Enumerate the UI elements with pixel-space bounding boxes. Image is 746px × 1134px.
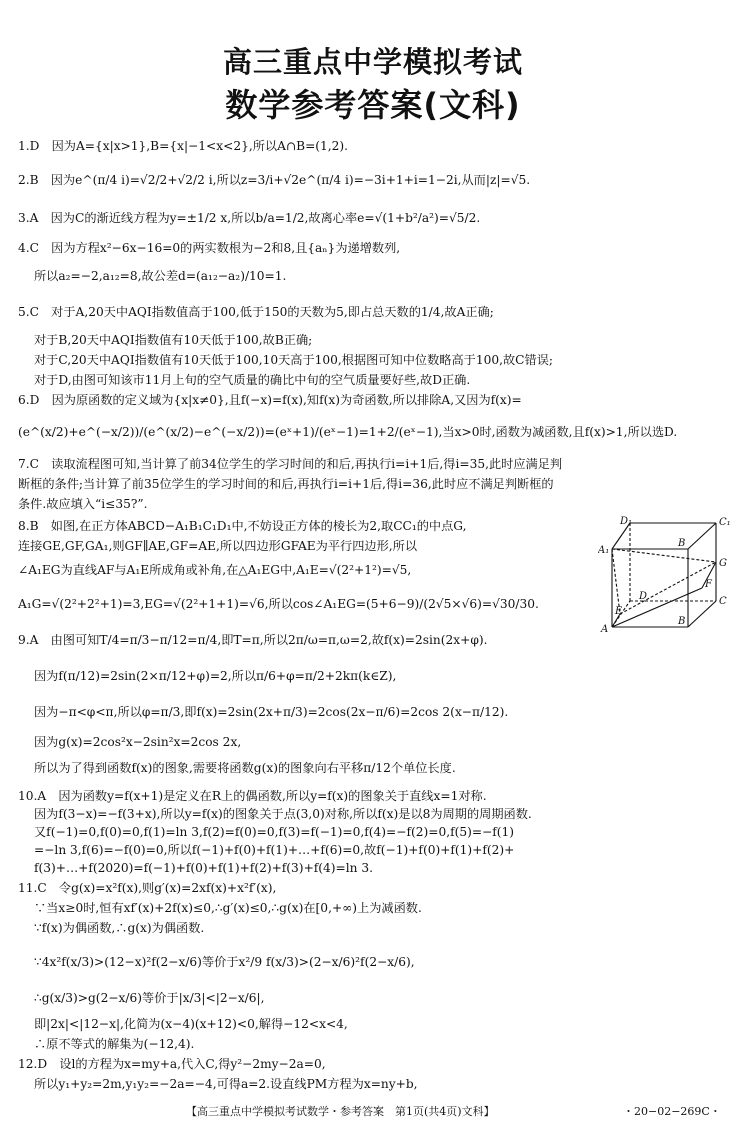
answer-line: 连接GE,GF,GA₁,则GF∥AE,GF=AE,所以四边形GFAE为平行四边形,所以 xyxy=(18,539,418,553)
answer-line: 8.B 如图,在正方体ABCD−A₁B₁C₁D₁中,不妨设正方体的棱长为2,取CC₁的中点G, xyxy=(18,519,467,533)
label-a: A xyxy=(601,624,609,635)
answer-line: 对于B,20天中AQI指数值有10天低于100,故B正确; xyxy=(34,333,313,347)
answer-line: f(3)+…+f(2020)=f(−1)+f(0)+f(1)+f(2)+f(3)+f(4)=ln 3. xyxy=(34,861,374,875)
answer-line: 所以a₂=−2,a₁₂=8,故公差d=(a₁₂−a₂)/10=1. xyxy=(34,269,287,283)
answer-line: ∠A₁EG为直线AF与A₁E所成角或补角,在△A₁EG中,A₁E=√(2²+1²)=√5, xyxy=(18,563,412,577)
answer-line: 7.C 读取流程图可知,当计算了前34位学生的学习时间的和后,再执行i=i+1后,得i=35,此时应满足判 xyxy=(18,457,563,471)
answer-line: 所以y₁+y₂=2m,y₁y₂=−2a=−4,可得a=2.设直线PM方程为x=ny+b, xyxy=(34,1077,418,1091)
answer-line: 9.A 由图可知T/4=π/3−π/12=π/4,即T=π,所以2π/ω=π,ω=2,故f(x)=2sin(2x+φ). xyxy=(18,633,488,647)
answer-line: ∵4x²f(x/3)>(12−x)²f(2−x/6)等价于x²/9 f(x/3)>(2−x/6)²f(2−x/6), xyxy=(34,955,415,969)
label-c1: C₁ xyxy=(719,517,731,528)
page-subtitle: 数学参考答案(文科) xyxy=(225,86,521,124)
seg-a1g xyxy=(612,549,716,562)
answer-line: 因为f(π/12)=2sin(2×π/12+φ)=2,所以π/6+φ=π/2+2kπ(k∈Z), xyxy=(34,669,397,683)
seg-a1e xyxy=(612,549,620,614)
answer-line: 因为f(3−x)=−f(3+x),所以y=f(x)的图象关于点(3,0)对称,所以f(x)是以8为周期的周期函数. xyxy=(34,807,532,821)
answer-line: 即|2x|<|12−x|,化简为(x−4)(x+12)<0,解得−12<x<4, xyxy=(34,1017,348,1031)
answer-line: =−ln 3,f(6)=−f(0)=0,所以f(−1)+f(0)+f(1)+…+f(6)=0,故f(−1)+f(0)+f(1)+f(2)+ xyxy=(34,843,515,857)
edge-bc xyxy=(688,601,716,627)
answer-line: 3.A 因为C的渐近线方程为y=±1/2 x,所以b/a=1/2,故离心率e=√(1+b²/a²)=√5/2. xyxy=(18,211,481,225)
answer-line: 又f(−1)=0,f(0)=0,f(1)=ln 3,f(2)=f(0)=0,f(3)=f(−1)=0,f(4)=−f(2)=0,f(5)=−f(1) xyxy=(34,825,515,839)
answer-line: 因为g(x)=2cos²x−2sin²x=2cos 2x, xyxy=(34,735,242,749)
footer-right: ・20−02−269C・ xyxy=(623,1105,721,1118)
footer-left: 【高三重点中学模拟考试数学・参考答案 第1页(共4页)文科】 xyxy=(186,1105,495,1118)
label-b1: B xyxy=(678,538,686,549)
answer-line: 11.C 令g(x)=x²f(x),则g′(x)=2xf(x)+x²f′(x), xyxy=(18,881,277,895)
cube-figure xyxy=(598,515,733,635)
label-d1: D₁ xyxy=(620,516,633,527)
answer-line: ∴g(x/3)>g(2−x/6)等价于|x/3|<|2−x/6|, xyxy=(34,991,265,1005)
answer-line: 5.C 对于A,20天中AQI指数值高于100,低于150的天数为5,即占总天数的1/4,故A正确; xyxy=(18,305,494,319)
answer-line: 1.D 因为A={x|x>1},B={x|−1<x<2},所以A∩B=(1,2). xyxy=(18,139,349,153)
answer-line: ∴原不等式的解集为(−12,4). xyxy=(34,1037,195,1051)
answer-line: 因为−π<φ<π,所以φ=π/3,即f(x)=2sin(2x+π/3)=2cos(2x−π/6)=2cos 2(x−π/12). xyxy=(34,705,509,719)
answer-line: 所以为了得到函数f(x)的图象,需要将函数g(x)的图象向右平移π/12个单位长度. xyxy=(34,761,456,775)
label-d: D xyxy=(639,591,648,602)
answer-line: ∵f(x)为偶函数,∴g(x)为偶函数. xyxy=(34,921,205,935)
answer-line: A₁G=√(2²+2²+1)=3,EG=√(2²+1+1)=√6,所以cos∠A₁EG=(5+6−9)/(2√5×√6)=√30/30. xyxy=(18,597,539,611)
label-a1: A₁ xyxy=(598,545,610,556)
label-e: E xyxy=(615,606,623,617)
answer-line: 断框的条件;当计算了前35位学生的学习时间的和后,再执行i=i+1后,得i=36,此时应不满足判断框的 xyxy=(18,477,554,491)
answer-line: (e^(x/2)+e^(−x/2))/(e^(x/2)−e^(−x/2))=(eˣ+1)/(eˣ−1)=1+2/(eˣ−1),当x>0时,函数为减函数,且f(x)>1,所以选D. xyxy=(18,425,678,439)
label-b: B xyxy=(678,616,686,627)
answer-line: ∵当x≥0时,恒有xf′(x)+2f(x)≤0,∴g′(x)≤0,∴g(x)在[0,+∞)上为减函数. xyxy=(34,901,422,915)
edge-b1c1 xyxy=(688,523,716,549)
answer-line: 2.B 因为e^(π/4 i)=√2/2+√2/2 i,所以z=3/i+√2e^(π/4 i)=−3i+1+i=1−2i,从而|z|=√5. xyxy=(18,173,531,187)
label-c: C xyxy=(719,596,727,607)
answer-line: 4.C 因为方程x²−6x−16=0的两实数根为−2和8,且{aₙ}为递增数列, xyxy=(18,241,401,255)
answer-line: 12.D 设l的方程为x=my+a,代入C,得y²−2my−2a=0, xyxy=(18,1057,326,1071)
page-title: 高三重点中学模拟考试 xyxy=(222,45,523,79)
label-g: G xyxy=(719,558,727,569)
answer-line: 条件.故应填入“i≤35?”. xyxy=(18,497,148,511)
answer-line: 对于D,由图可知该市11月上旬的空气质量的确比中旬的空气质量要好些,故D正确. xyxy=(34,373,471,387)
answer-line: 6.D 因为原函数的定义域为{x|x≠0},且f(−x)=f(x),知f(x)为奇函数,所以排除A,又因为f(x)= xyxy=(18,393,522,407)
answer-line: 10.A 因为函数y=f(x+1)是定义在R上的偶函数,所以y=f(x)的图象关于直线x=1对称. xyxy=(18,789,487,803)
answer-line: 对于C,20天中AQI指数值有10天低于100,10天高于100,根据图可知中位数略高于100,故C错误; xyxy=(34,353,553,367)
label-f: F xyxy=(705,579,712,590)
